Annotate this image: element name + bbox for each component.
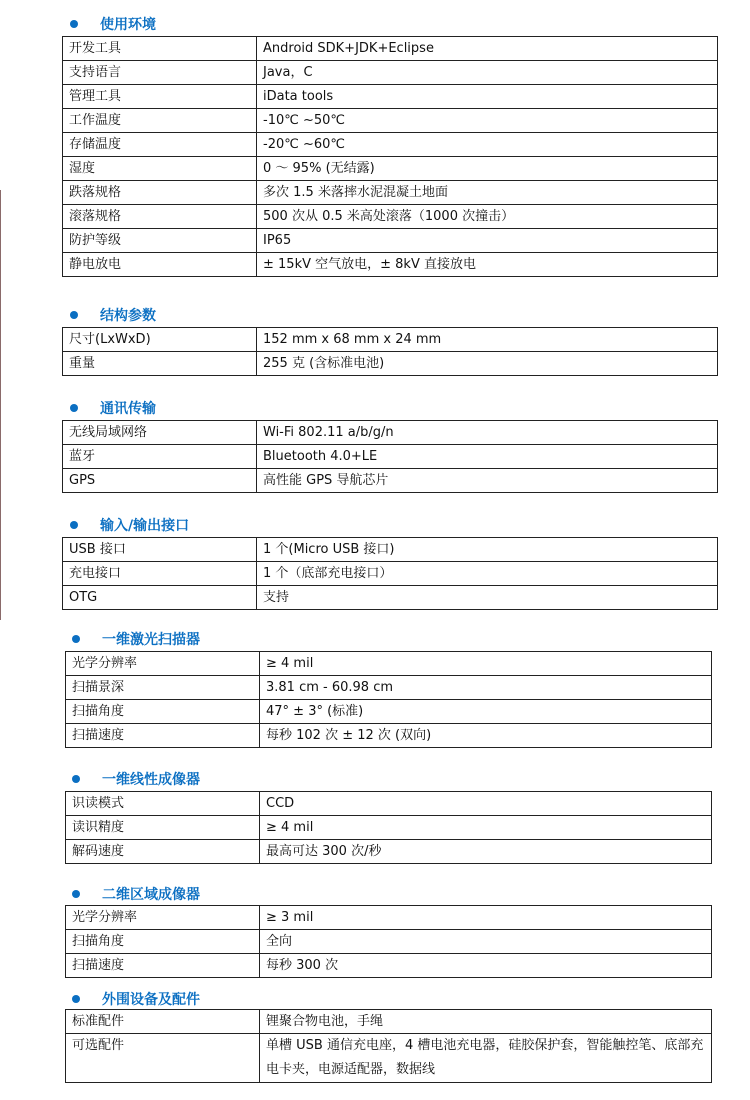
bullet-icon [72,775,80,783]
table-row [63,469,718,493]
spec-table [65,791,712,864]
table-row [66,724,712,748]
spec-label: 管理工具 [63,85,257,109]
spec-label: 扫描角度 [66,700,260,724]
spec-table [62,420,718,493]
table-row [63,421,718,445]
table-row [66,1034,712,1083]
spec-label: 读识精度 [66,816,260,840]
bullet-icon [72,890,80,898]
spec-value: -10℃ ~50℃ [257,109,718,133]
spec-label: 跌落规格 [63,181,257,205]
table-row [66,792,712,816]
page-edge-line [0,190,1,620]
spec-label: 防护等级 [63,229,257,253]
spec-label: 扫描速度 [66,724,260,748]
spec-value: Android SDK+JDK+Eclipse [257,37,718,61]
table-row [63,586,718,610]
bullet-icon [70,404,78,412]
spec-value: Wi-Fi 802.11 a/b/g/n [257,421,718,445]
spec-value: -20℃ ~60℃ [257,133,718,157]
spec-value: 高性能 GPS 导航芯片 [257,469,718,493]
section-title: 一维激光扫描器 [102,632,200,648]
section-title: 一维线性成像器 [102,772,200,788]
spec-value: 1 个（底部充电接口） [257,562,718,586]
table-row [63,157,718,181]
spec-label: GPS [63,469,257,493]
spec-table [62,537,718,610]
table-row [63,109,718,133]
section-header [70,399,156,417]
spec-label: 静电放电 [63,253,257,277]
table-row [63,562,718,586]
spec-value: 支持 [257,586,718,610]
table-row [63,205,718,229]
spec-value: 每秒 300 次 [260,954,712,978]
section-title: 二维区域成像器 [102,887,200,903]
spec-label: USB 接口 [63,538,257,562]
table-row [66,930,712,954]
table-row [63,229,718,253]
table-row [63,538,718,562]
spec-label: 蓝牙 [63,445,257,469]
table-row [63,253,718,277]
table-row [66,676,712,700]
spec-label: 重量 [63,352,257,376]
table-row [63,61,718,85]
bullet-icon [70,521,78,529]
spec-value: 3.81 cm - 60.98 cm [260,676,712,700]
section-title: 外围设备及配件 [102,992,200,1008]
spec-value: ≥ 4 mil [260,816,712,840]
bullet-icon [70,20,78,28]
spec-value: Java，C [257,61,718,85]
table-row [66,652,712,676]
spec-table [62,36,718,277]
spec-table [62,327,718,376]
spec-value: 152 mm x 68 mm x 24 mm [257,328,718,352]
table-row [66,840,712,864]
table-row [63,37,718,61]
spec-label: 扫描速度 [66,954,260,978]
table-row [66,906,712,930]
spec-label: 光学分辨率 [66,906,260,930]
section-header [72,770,200,788]
spec-label: 开发工具 [63,37,257,61]
spec-label: 支持语言 [63,61,257,85]
table-row [63,445,718,469]
spec-table [65,905,712,978]
section-title: 结构参数 [100,308,156,324]
table-row [63,352,718,376]
table-row [66,700,712,724]
bullet-icon [72,995,80,1003]
table-row [63,181,718,205]
spec-label: 扫描景深 [66,676,260,700]
spec-label: 无线局域网络 [63,421,257,445]
spec-value: ≥ 3 mil [260,906,712,930]
spec-table [65,651,712,748]
section-header [70,306,156,324]
section-header [70,15,156,33]
section-header [70,516,189,534]
spec-value: 1 个(Micro USB 接口) [257,538,718,562]
spec-label: OTG [63,586,257,610]
spec-value: 锂聚合物电池，手绳 [260,1010,712,1034]
table-row [66,1010,712,1034]
spec-value: 多次 1.5 米落摔水泥混凝土地面 [257,181,718,205]
spec-label: 存储温度 [63,133,257,157]
spec-value: ≥ 4 mil [260,652,712,676]
spec-value: 单槽 USB 通信充电座，4 槽电池充电器，硅胶保护套，智能触控笔、底部充电卡夹，电源适配器，数据线 [260,1034,712,1083]
section-title: 通讯传输 [100,401,156,417]
spec-value: 0 ～ 95% (无结露) [257,157,718,181]
spec-label: 充电接口 [63,562,257,586]
spec-label: 尺寸(LxWxD) [63,328,257,352]
table-row [66,954,712,978]
spec-value: 最高可达 300 次/秒 [260,840,712,864]
spec-label: 解码速度 [66,840,260,864]
section-title: 输入/输出接口 [100,518,190,534]
spec-value: ± 15kV 空气放电，± 8kV 直接放电 [257,253,718,277]
spec-label: 扫描角度 [66,930,260,954]
spec-value: CCD [260,792,712,816]
spec-label: 可选配件 [66,1034,260,1083]
spec-label: 湿度 [63,157,257,181]
table-row [63,328,718,352]
spec-value: 47° ± 3° (标准) [260,700,712,724]
table-row [63,85,718,109]
section-header [72,885,200,903]
spec-label: 工作温度 [63,109,257,133]
spec-value: IP65 [257,229,718,253]
spec-label: 光学分辨率 [66,652,260,676]
spec-label: 标准配件 [66,1010,260,1034]
table-row [66,816,712,840]
spec-label: 识读模式 [66,792,260,816]
section-header [72,990,200,1008]
spec-value: iData tools [257,85,718,109]
bullet-icon [70,311,78,319]
spec-value: 每秒 102 次 ± 12 次 (双向) [260,724,712,748]
spec-value: Bluetooth 4.0+LE [257,445,718,469]
section-title: 使用环境 [100,17,156,33]
spec-value: 500 次从 0.5 米高处滚落（1000 次撞击） [257,205,718,229]
spec-value: 255 克 (含标准电池) [257,352,718,376]
spec-label: 滚落规格 [63,205,257,229]
table-row [63,133,718,157]
bullet-icon [72,635,80,643]
section-header [72,630,200,648]
spec-value: 全向 [260,930,712,954]
spec-table [65,1009,712,1083]
